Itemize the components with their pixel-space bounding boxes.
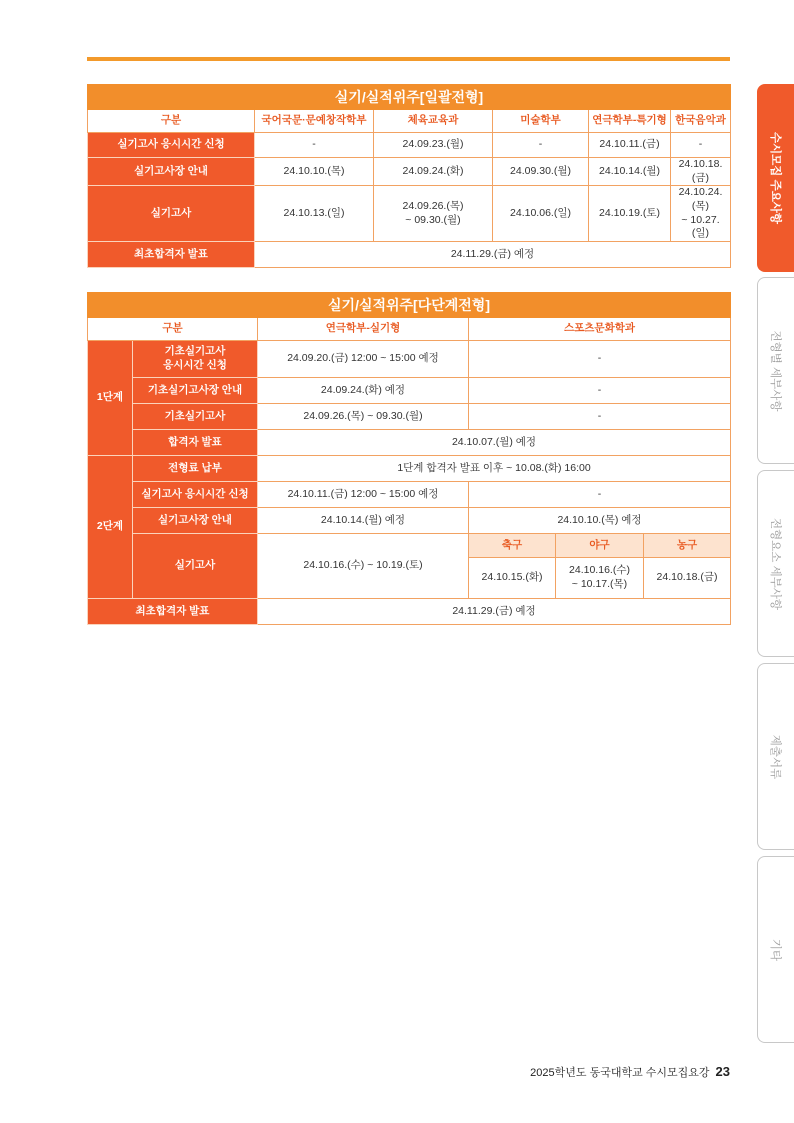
table-title: 실기/실적위주[일괄전형] <box>88 85 731 110</box>
table-cell: 24.10.16.(수) ~ 10.17.(목) <box>556 558 644 599</box>
table-cell: 24.10.11.(금) <box>589 133 671 158</box>
table-cell: 24.11.29.(금) 예정 <box>258 599 731 625</box>
row-label: 최초합격자 발표 <box>88 599 258 625</box>
header-cell: 체육교육과 <box>374 110 493 133</box>
row-label: 합격자 발표 <box>133 430 258 456</box>
table-cell: 24.10.24.(목) ~ 10.27.(일) <box>671 186 731 242</box>
table-cell: 24.10.06.(일) <box>493 186 589 242</box>
tab-other[interactable] <box>757 856 794 1043</box>
stage-label: 1단계 <box>88 341 133 456</box>
header-cell: 연극학부-특기형 <box>589 110 671 133</box>
table-cell: - <box>469 482 731 508</box>
table-cell: 24.10.18.(금) <box>644 558 731 599</box>
table-cell: 24.09.24.(화) 예정 <box>258 378 469 404</box>
table-cell: 24.09.23.(월) <box>374 133 493 158</box>
table-cell: 24.10.10.(목) <box>255 158 374 186</box>
table-cell: 24.10.14.(월) <box>589 158 671 186</box>
tab-label: 전형별 세부사항 <box>769 330 781 411</box>
table-cell: - <box>469 404 731 430</box>
row-label: 실기고사 <box>88 186 255 242</box>
page-footer <box>530 1064 730 1080</box>
table-cell: - <box>671 133 731 158</box>
top-rule <box>87 57 730 61</box>
table-cell: - <box>469 378 731 404</box>
table-cell: 24.10.13.(일) <box>255 186 374 242</box>
tab-main-info[interactable] <box>757 84 794 272</box>
table-cell: 24.10.19.(토) <box>589 186 671 242</box>
sport-header: 야구 <box>556 534 644 558</box>
header-cell: 구분 <box>88 110 255 133</box>
tab-label: 기타 <box>769 938 781 961</box>
table-cell: - <box>493 133 589 158</box>
row-label: 실기고사 <box>133 534 258 599</box>
sport-header: 농구 <box>644 534 731 558</box>
header-cell: 스포츠문화학과 <box>469 318 731 341</box>
row-label: 전형료 납부 <box>133 456 258 482</box>
table-cell: 1단계 합격자 발표 이후 ~ 10.08.(화) 16:00 <box>258 456 731 482</box>
tab-element-details[interactable] <box>757 470 794 657</box>
sport-header: 축구 <box>469 534 556 558</box>
row-label: 실기고사 응시시간 신청 <box>88 133 255 158</box>
table-cell: 24.10.10.(목) 예정 <box>469 508 731 534</box>
table-cell: 24.10.07.(월) 예정 <box>258 430 731 456</box>
schedule-table-lump <box>87 84 731 268</box>
row-label: 최초합격자 발표 <box>88 241 255 267</box>
table-cell: 24.10.14.(월) 예정 <box>258 508 469 534</box>
table-title: 실기/실적위주[다단계전형] <box>88 293 731 318</box>
tab-label: 전형요소 세부사항 <box>769 517 781 610</box>
stage-label: 2단계 <box>88 456 133 599</box>
header-cell: 국어국문·문예창작학부 <box>255 110 374 133</box>
table-cell: 24.09.26.(목) ~ 09.30.(월) <box>374 186 493 242</box>
row-label: 실기고사 응시시간 신청 <box>133 482 258 508</box>
footer-title: 2025학년도 동국대학교 수시모집요강 <box>530 1067 710 1079</box>
table-cell: 24.11.29.(금) 예정 <box>255 241 731 267</box>
table-cell: 24.10.11.(금) 12:00 ~ 15:00 예정 <box>258 482 469 508</box>
tab-label: 제출서류 <box>769 734 781 779</box>
table-cell: - <box>469 341 731 378</box>
table-cell: 24.09.24.(화) <box>374 158 493 186</box>
table-cell: 24.10.18.(금) <box>671 158 731 186</box>
tab-documents[interactable] <box>757 663 794 850</box>
table-cell: 24.10.15.(화) <box>469 558 556 599</box>
schedule-table-multistage <box>87 292 731 625</box>
table-cell: 24.09.20.(금) 12:00 ~ 15:00 예정 <box>258 341 469 378</box>
row-label: 기초실기고사장 안내 <box>133 378 258 404</box>
header-cell: 구분 <box>88 318 258 341</box>
table-cell: 24.10.16.(수) ~ 10.19.(토) <box>258 534 469 599</box>
table-cell: 24.09.26.(목) ~ 09.30.(월) <box>258 404 469 430</box>
header-cell: 연극학부-실기형 <box>258 318 469 341</box>
row-label: 실기고사장 안내 <box>133 508 258 534</box>
page-number: 23 <box>715 1064 730 1079</box>
table-cell: - <box>255 133 374 158</box>
row-label: 기초실기고사 <box>133 404 258 430</box>
tab-label: 수시모집 주요사항 <box>769 131 781 225</box>
tab-admission-details[interactable] <box>757 277 794 464</box>
row-label: 실기고사장 안내 <box>88 158 255 186</box>
header-cell: 미술학부 <box>493 110 589 133</box>
header-cell: 한국음악과 <box>671 110 731 133</box>
table-cell: 24.09.30.(월) <box>493 158 589 186</box>
row-label: 기초실기고사 응시시간 신청 <box>133 341 258 378</box>
